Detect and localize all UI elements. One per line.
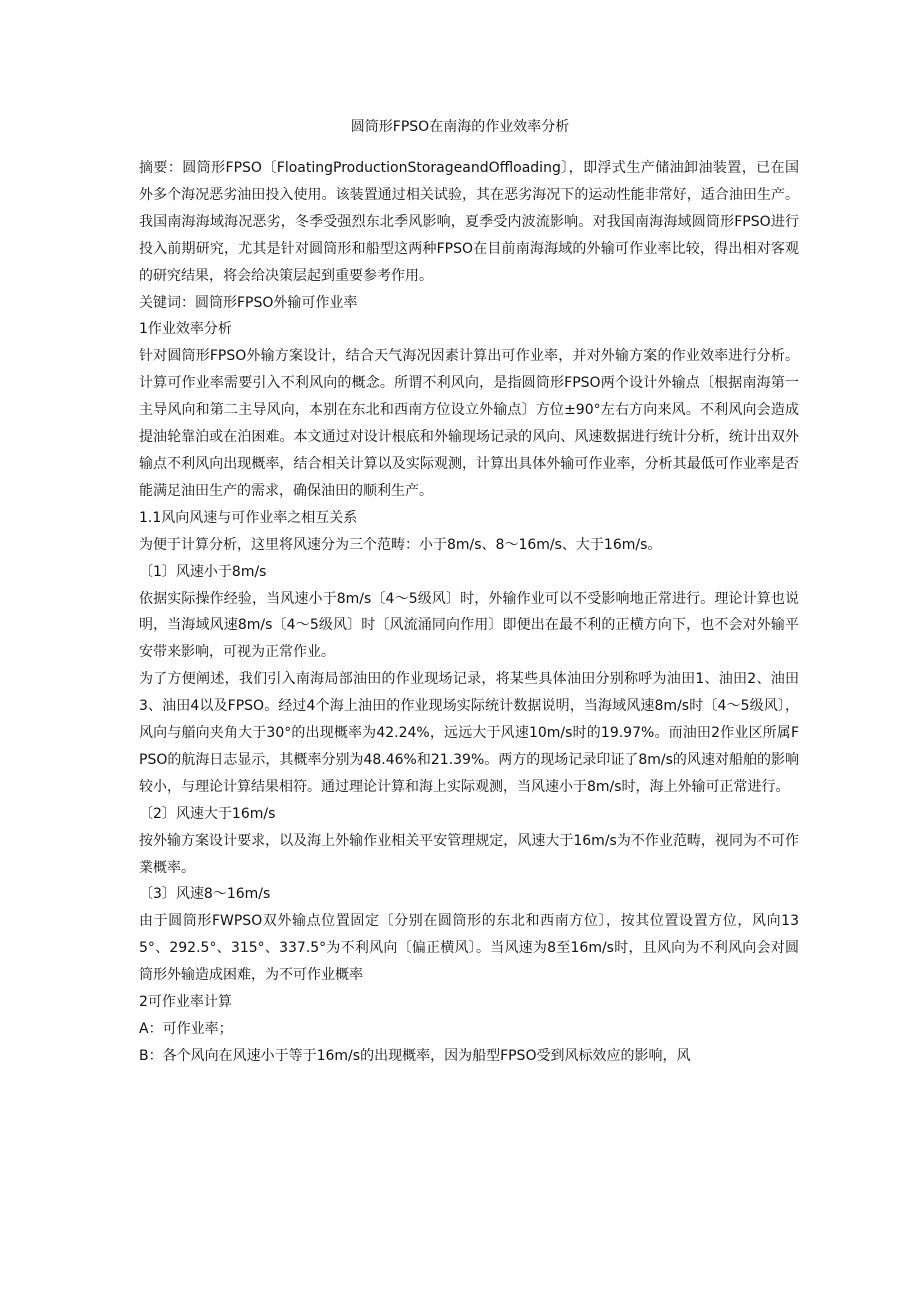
body-paragraph: 由于圆筒形FWPSO双外输点位置固定〔分别在圆筒形的东北和西南方位〕，按其位置设置方位，风向135°、292.5°、315°、337.5°为不利风向〔偏正横风〕。当风速为8至16m/s时，且风向为不利风向会对圆筒形外输造成困难，为不可作业概率 bbox=[139, 913, 799, 984]
keywords-line: 关键词：圆筒形FPSO外输可作业率 bbox=[139, 294, 358, 311]
body-paragraph: 为了方便阐述，我们引入南海局部油田的作业现场记录，将某些具体油田分别称呼为油田1、油田2、油田3、油田4以及FPSO。经过4个海上油田的作业现场实际统计数据说明，当海域风速8m/s时〔4～5级风〕，风向与艏向夹角大于30°的出现概率为42.24%，远远大于风速10m/s时的19.97%。而油田2作业区所属FPSO的航海日志显示，其概率分别为48.46%和21.39%。两方的现场记录印证了8m/s的风速对船舶的影响较小，与理论计算结果相符。通过理论计算和海上实际观测，当风速小于8m/s时，海上外输可正常进行。 bbox=[139, 671, 799, 795]
subheading-wind-below-8: 〔1〕风速小于8m/s bbox=[139, 563, 267, 580]
section-heading-1: 1作业效率分析 bbox=[139, 321, 232, 338]
document-title: 圆筒形FPSO在南海的作业效率分析 bbox=[350, 119, 570, 135]
subheading-wind-8-16: 〔3〕风速8～16m/s bbox=[139, 886, 271, 903]
definition-a: A：可作业率； bbox=[139, 1021, 233, 1037]
body-paragraph: 依据实际操作经验，当风速小于8m/s〔4～5级风〕时，外输作业可以不受影响地正常进行。理论计算也说明，当海域风速8m/s〔4～5级风〕时〔风流涌同向作用〕即便出在最不利的正横方向下，也不会对外输平安带来影响，可视为正常作业。 bbox=[139, 590, 799, 661]
abstract-paragraph: 摘要：圆筒形FPSO〔FloatingProductionStorageandOffloading〕，即浮式生产储油卸油装置，已在国外多个海况恶劣油田投入使用。该装置通过相关试验，其在恶劣海况下的运动性能非常好，适合油田生产。我国南海海域海况恶劣，冬季受强烈东北季风影响，夏季受内波流影响。对我国南海海域圆筒形FPSO进行投入前期研究，尤其是针对圆筒形和船型这两种FPSO在目前南海海域的外输可作业率比较，得出相对客观的研究结果，将会给决策层起到重要参考作用。 bbox=[139, 160, 799, 284]
section-heading-1-1: 1.1风向风速与可作业率之相互关系 bbox=[139, 509, 358, 526]
body-paragraph: 按外输方案设计要求，以及海上外输作业相关平安管理规定，风速大于16m/s为不作业范畴，视同为不可作業概率。 bbox=[139, 832, 799, 876]
subheading-wind-above-16: 〔2〕风速大于16m/s bbox=[139, 805, 276, 822]
body-paragraph: 针对圆筒形FPSO外输方案设计，结合天气海况因素计算出可作业率，并对外输方案的作业效率进行分析。计算可作业率需要引入不利风向的概念。所谓不利风向，是指圆筒形FPSO两个设计外输点〔根据南海第一主导风向和第二主导风向，本别在东北和西南方位设立外输点〕方位±90°左右方向来风。不利风向会造成提油轮靠泊或在泊困难。本文通过对设计根底和外输现场记录的风向、风速数据进行统计分析，统计出双外输点不利风向出现概率，结合相关计算以及实际观测，计算出具体外输可作业率，分析其最低可作业率是否能满足油田生产的需求，确保油田的顺利生产。 bbox=[139, 348, 799, 499]
section-heading-2: 2可作业率计算 bbox=[139, 994, 232, 1011]
body-paragraph: 为便于计算分析，这里将风速分为三个范畴：小于8m/s、8～16m/s、大于16m/s。 bbox=[139, 536, 662, 553]
definition-b: B：各个风向在风速小于等于16m/s的出现概率，因为船型FPSO受到风标效应的影响，风 bbox=[139, 1047, 691, 1064]
document-body bbox=[139, 155, 799, 1070]
